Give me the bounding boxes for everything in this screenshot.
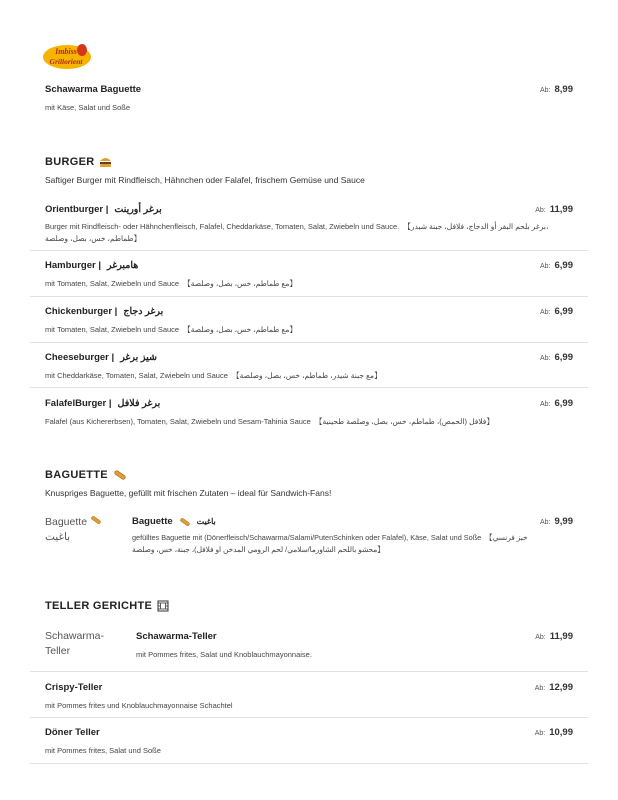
item-desc: Falafel (aus Kichererbsen), Tomaten, Salat, Zwiebeln und Sesam-Tahinia Sauce 【فلافل (الحمص)، طماطم، خس، بصل، وصلصة طحينية】: [45, 417, 494, 426]
item-name: Schawarma Baguette: [45, 84, 142, 95]
item-price: Ab: 12,99: [534, 682, 573, 693]
item-desc: mit Tomaten, Salat, Zwiebeln und Sauce 【مع طماطم، خس، بصل، وصلصة】: [45, 325, 297, 334]
menu-item-crispy-teller[interactable]: Crispy-Teller Ab: 12,99 mit Pommes frites und Knoblauchmayonnaise Schachtel: [45, 682, 573, 710]
divider: [30, 763, 588, 764]
item-price: Ab: 6,99: [539, 260, 573, 271]
item-desc: mit Pommes frites, Salat und Knoblauchmayonnaise.: [136, 650, 312, 659]
item-price: Ab: 9,99: [539, 516, 573, 527]
menu-item-doener-teller[interactable]: Döner Teller Ab: 10,99 mit Pommes frites, Salat und Soße: [45, 727, 573, 755]
section-subtitle-burger: Saftiger Burger mit Rindfleisch, Hähnchen oder Falafel, frischem Gemüse und Sauce: [45, 175, 365, 185]
film-frame-icon: [157, 600, 169, 612]
item-desc: gefülltes Baguette mit (Dönerfleisch/Schawarma/Salami/PutenSchinken oder Falafel), Käse, Salat und Soße 【خبز فرنسي محشو باللحم الشاورما/سلامي/ لحم الرومي المدخن او فلافل)، جبنة، خس، وصلصة】: [132, 533, 528, 554]
menu-item-hamburger[interactable]: Hamburger | هامبرغر Ab: 6,99 mit Tomaten, Salat, Zwiebeln und Sauce 【مع طماطم، خس، بصل، وصلصة】: [45, 260, 573, 288]
item-desc: mit Pommes frites, Salat und Soße: [45, 746, 161, 755]
item-price: Ab: 11,99: [535, 204, 573, 215]
logo-line2: Grillorient: [49, 57, 83, 66]
section-title-baguette: BAGUETTE: [45, 469, 127, 481]
item-price: Ab: 6,99: [539, 398, 573, 409]
schawarma-teller-image: Schawarma- Teller: [45, 630, 104, 657]
divider: [30, 717, 588, 718]
menu-item-chickenburger[interactable]: Chickenburger | برغر دجاج Ab: 6,99 mit Tomaten, Salat, Zwiebeln und Sauce 【مع طماطم، خس، بصل، وصلصة】: [45, 306, 573, 334]
item-desc: Burger mit Rindfleisch- oder Hähnchenfleisch, Falafel, Cheddarkäse, Tomaten, Salat, Zwiebeln und Sauce. 【برغر بلحم البقر أو الدجاج، فلافل، جبنة شيدر، طماطم، خس، بصل، وصلصة】: [45, 222, 549, 243]
logo-badge[interactable]: [42, 42, 92, 70]
item-price: Ab: 10,99: [534, 727, 573, 738]
item-desc: mit Tomaten, Salat, Zwiebeln und Sauce 【مع طماطم، خس، بصل، وصلصة】: [45, 279, 297, 288]
baguette-icon: [179, 517, 191, 527]
menu-item-baguette[interactable]: Baguette باغيت Ab: 9,99 gefülltes Baguette mit (Dönerfleisch/Schawarma/Salami/PutenSchinken oder Falafel), Käse, Salat und Soße 【خبز فرنسي محشو باللحم الشاورما/سلامي/ لحم الرومي المدخن او فلافل)، جبنة، خس، وصلصة】: [132, 516, 573, 554]
burger-icon: [99, 156, 112, 168]
divider: [30, 387, 588, 388]
item-price: Ab: 8,99: [539, 84, 573, 95]
divider: [30, 671, 588, 672]
item-desc: mit Pommes frites und Knoblauchmayonnaise Schachtel: [45, 701, 233, 710]
menu-item-orientburger[interactable]: Orientburger | برغر أورينت Ab: 11,99 Burger mit Rindfleisch- oder Hähnchenfleisch, Falafel, Cheddarkäse, Tomaten, Salat, Zwiebeln und Sauce. 【برغر بلحم البقر أو الدجاج، فلافل، جبنة شيدر، طماطم، خس، بصل، وصلصة】: [45, 204, 573, 243]
item-price: Ab: 11,99: [535, 631, 573, 642]
divider: [30, 296, 588, 297]
divider: [30, 342, 588, 343]
menu-item-schawarma-teller[interactable]: Schawarma-Teller Ab: 11,99 mit Pommes frites, Salat und Knoblauchmayonnaise.: [136, 631, 573, 659]
section-title-burger: BURGER: [45, 156, 112, 168]
logo-line1: Imbiss: [55, 47, 77, 56]
menu-item-falafelburger[interactable]: FalafelBurger | برغر فلافل Ab: 6,99 Falafel (aus Kichererbsen), Tomaten, Salat, Zwiebeln und Sesam-Tahinia Sauce 【فلافل (الحمص)، طماطم، خس، بصل، وصلصة طحينية】: [45, 398, 573, 426]
item-desc: mit Käse, Salat und Soße: [45, 103, 131, 112]
item-price: Ab: 6,99: [539, 352, 573, 363]
menu-item-cheeseburger[interactable]: Cheeseburger | شيز برغر Ab: 6,99 mit Cheddarkäse, Tomaten, Salat, Zwiebeln und Sauce 【مع جبنة شيدر، طماطم، خس، بصل، وصلصة】: [45, 352, 573, 380]
item-price: Ab: 6,99: [539, 306, 573, 317]
section-title-teller: TELLER GERICHTE: [45, 600, 169, 612]
baguette-icon: [113, 469, 127, 481]
baguette-image: Baguette باغيت: [45, 515, 127, 545]
baguette-icon: [90, 515, 102, 525]
item-desc: mit Cheddarkäse, Tomaten, Salat, Zwiebeln und Sauce 【مع جبنة شيدر، طماطم، خس، بصل، وصلصة】: [45, 371, 382, 380]
menu-item-schawarma-baguette[interactable]: [45, 84, 573, 114]
section-subtitle-baguette: Knuspriges Baguette, gefüllt mit frischen Zutaten – ideal für Sandwich-Fans!: [45, 488, 332, 498]
divider: [30, 250, 588, 251]
